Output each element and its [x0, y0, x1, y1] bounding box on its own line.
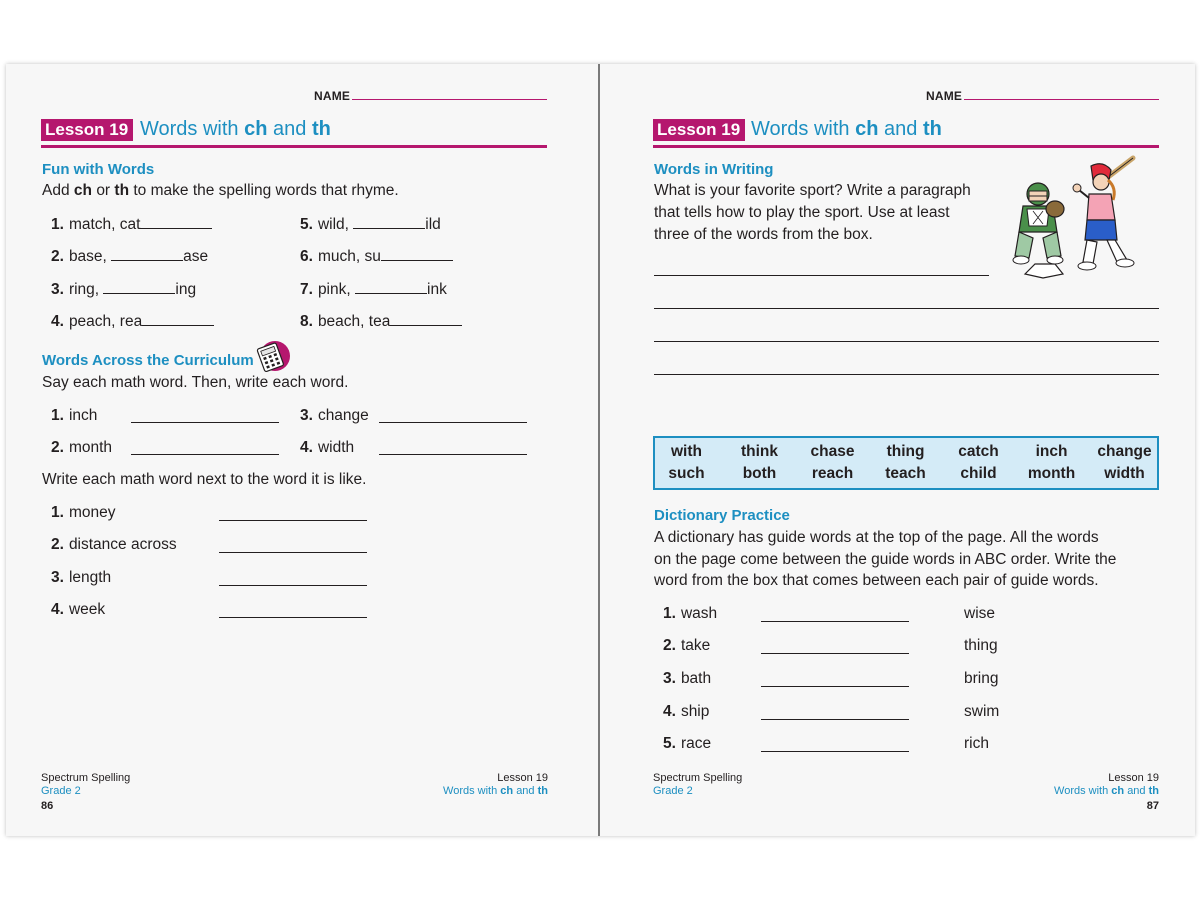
answer-line[interactable]	[131, 454, 279, 455]
like-word-item-2: 2. distance across	[51, 536, 177, 553]
answer-line[interactable]	[219, 617, 367, 618]
name-line[interactable]	[964, 99, 1159, 100]
rhyme-item-8: 8. beach, tea	[300, 312, 462, 331]
guide-word-item-3: 3. bath	[663, 670, 712, 687]
page-number: 87	[1146, 800, 1159, 812]
box-word: such	[668, 465, 705, 482]
answer-line[interactable]	[379, 454, 527, 455]
box-word: change	[1097, 443, 1152, 460]
footer-series: Spectrum Spelling	[653, 772, 743, 784]
section-heading-fun-with-words: Fun with Words	[42, 161, 155, 178]
lesson-badge: Lesson 19	[653, 119, 745, 141]
writing-line[interactable]	[654, 275, 989, 276]
writing-prompt-line-1: What is your favorite sport? Write a paragraph	[654, 182, 971, 199]
lesson-badge: Lesson 19	[41, 119, 133, 141]
rhyme-item-7: 7. pink, ink	[300, 281, 447, 298]
writing-line[interactable]	[654, 308, 1159, 309]
answer-blank[interactable]	[142, 312, 214, 326]
dictionary-instr-line-1: A dictionary has guide words at the top of the page. All the words	[654, 529, 1099, 546]
box-word: reach	[811, 465, 854, 482]
answer-blank[interactable]	[111, 247, 183, 261]
writing-prompt-line-2: that tells how to play the sport. Use at least	[654, 204, 950, 221]
guide-word-second: bring	[964, 670, 999, 687]
guide-word-second: wise	[964, 605, 996, 622]
footer-series: Spectrum Spelling	[41, 772, 131, 784]
footer-lesson: Lesson 19	[1108, 772, 1159, 784]
box-word: child	[960, 465, 997, 482]
box-word: month	[1027, 465, 1076, 482]
rhyme-item-4: 4. peach, rea	[51, 312, 214, 331]
lesson-title: Words with ch and th	[140, 118, 331, 140]
like-word-item-4: 4. week	[51, 601, 106, 618]
spelling-word-box	[653, 436, 1159, 490]
section-heading-curriculum: Words Across the Curriculum	[42, 352, 254, 369]
answer-line[interactable]	[761, 653, 909, 654]
answer-blank[interactable]	[355, 280, 427, 294]
guide-word-second: swim	[964, 703, 1000, 720]
section-heading-words-in-writing: Words in Writing	[654, 161, 774, 178]
box-word: inch	[1035, 443, 1068, 460]
baseball-players-illustration	[1005, 154, 1141, 279]
dictionary-instr-line-2: on the page come between the guide words in ABC order. Write the	[654, 551, 1117, 568]
writing-line[interactable]	[654, 341, 1159, 342]
rhyme-item-1: 1. match, cat	[51, 215, 212, 234]
rhyme-item-3: 3. ring, ing	[51, 281, 197, 298]
answer-line[interactable]	[761, 751, 909, 752]
name-label: NAME	[314, 89, 351, 103]
answer-line[interactable]	[131, 422, 279, 423]
box-word: width	[1104, 465, 1145, 482]
box-word: catch	[958, 443, 999, 460]
answer-line[interactable]	[761, 719, 909, 720]
page-number: 86	[41, 800, 54, 812]
rhyme-item-6: 6. much, su	[300, 247, 453, 266]
footer-grade: Grade 2	[41, 785, 81, 797]
curriculum-instructions: Say each math word. Then, write each word.	[42, 374, 349, 391]
guide-word-second: thing	[964, 637, 998, 654]
answer-blank[interactable]	[353, 215, 425, 229]
name-line[interactable]	[352, 99, 547, 100]
like-word-item-1: 1. money	[51, 504, 116, 521]
box-word: thing	[886, 443, 925, 460]
name-label: NAME	[926, 89, 963, 103]
title-rule	[653, 145, 1159, 148]
like-word-item-3: 3. length	[51, 569, 112, 586]
rhyme-item-5: 5. wild, ild	[300, 216, 441, 233]
answer-line[interactable]	[219, 520, 367, 521]
guide-word-second: rich	[964, 735, 989, 752]
footer-grade: Grade 2	[653, 785, 693, 797]
footer-topic: Words with ch and th	[1054, 785, 1159, 797]
box-word: both	[742, 465, 777, 482]
answer-line[interactable]	[379, 422, 527, 423]
math-word-item-3: 3. change	[300, 407, 369, 424]
guide-word-item-5: 5. race	[663, 735, 712, 752]
answer-line[interactable]	[219, 585, 367, 586]
answer-blank[interactable]	[103, 280, 175, 294]
math-word-item-2: 2. month	[51, 439, 113, 456]
rhyme-item-2: 2. base, ase	[51, 248, 209, 265]
writing-prompt-line-3: three of the words from the box.	[654, 226, 873, 243]
writing-line[interactable]	[654, 374, 1159, 375]
guide-word-item-2: 2. take	[663, 637, 711, 654]
answer-blank[interactable]	[381, 247, 453, 261]
footer-lesson: Lesson 19	[497, 772, 548, 784]
title-rule	[41, 145, 547, 148]
answer-blank[interactable]	[390, 312, 462, 326]
math-word-item-1: 1. inch	[51, 407, 98, 424]
footer-topic: Words with ch and th	[443, 785, 548, 797]
answer-line[interactable]	[761, 621, 909, 622]
guide-word-item-4: 4. ship	[663, 703, 710, 720]
guide-word-item-1: 1. wash	[663, 605, 718, 622]
box-word: think	[740, 443, 779, 460]
box-word: with	[671, 443, 702, 460]
box-word: chase	[810, 443, 855, 460]
section-heading-dictionary-practice: Dictionary Practice	[654, 507, 790, 524]
answer-line[interactable]	[761, 686, 909, 687]
answer-blank[interactable]	[140, 215, 212, 229]
answer-line[interactable]	[219, 552, 367, 553]
left-page	[6, 64, 600, 836]
match-instructions: Write each math word next to the word it is like.	[42, 471, 367, 488]
math-word-item-4: 4. width	[300, 439, 355, 456]
calculator-icon	[256, 339, 290, 373]
instructions: Add ch or th to make the spelling words that rhyme.	[42, 182, 399, 199]
box-word: teach	[885, 465, 926, 482]
right-page	[601, 64, 1195, 836]
dictionary-instr-line-3: word from the box that comes between each pair of guide words.	[654, 572, 1099, 589]
lesson-title: Words with ch and th	[751, 118, 942, 140]
